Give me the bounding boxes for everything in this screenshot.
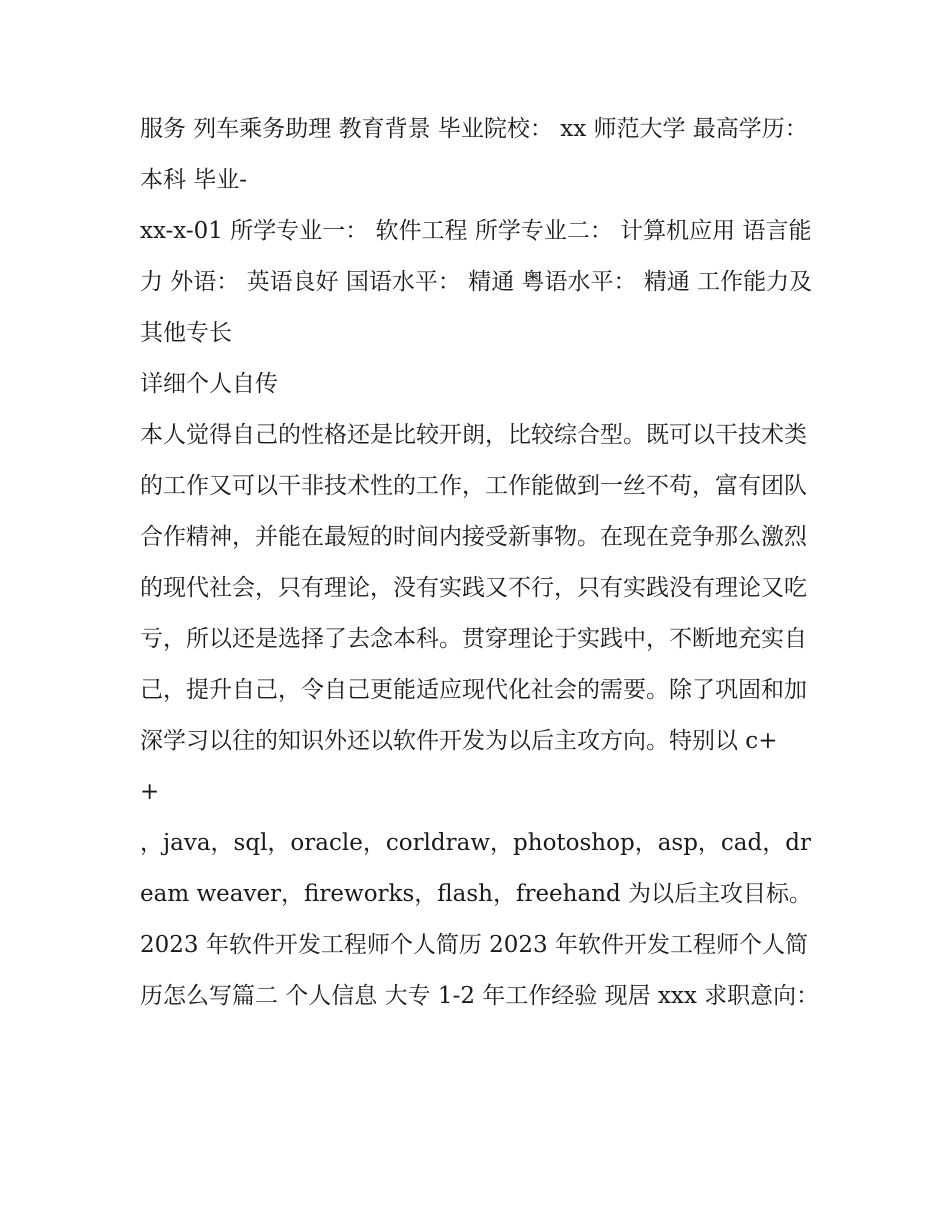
paragraph-resume-title: 2023 年软件开发工程师个人简历 2023 年软件开发工程师个人简历怎么写篇二 个人信息 大专 1-2 年工作经验 现居 xxx 求职意向： [140,932,820,1009]
paragraph-major-language: xx-x-01 所学专业一： 软件工程 所学专业二： 计算机应用 语言能力 外语： 英语良好 国语水平： 精通 粤语水平： 精通 工作能力及其他专长 [140,218,813,346]
document-body [140,104,820,1022]
paragraph-autobiography: 本人觉得自己的性格还是比较开朗，比较综合型。既可以干技术类的工作又可以干非技术性的工作，工作能做到一丝不苟，富有团队合作精神，并能在最短的时间内接受新事物。在现在竞争那么激烈的现代社会，只有理论，没有实践又不行，只有实践没有理论又吃亏，所以还是选择了去念本科。贯穿理论于实践中，不断地充实自己，提升自己，令自己更能适应现代化社会的需要。除了巩固和加深学习以往的知识外还以软件开发为以后主攻方向。特别以 c+ [140,422,807,754]
section-heading-autobiography: 详细个人自传 [140,371,278,397]
paragraph-skills: ，java，sql，oracle，corldraw，photoshop，asp，cad，dream weaver，fireworks，flash，freehand 为以后主攻目标。 [140,830,813,907]
paragraph-education: 服务 列车乘务助理 教育背景 毕业院校： xx 师范大学 最高学历： 本科 毕业- [140,116,808,193]
paragraph-plus: + [140,779,160,805]
